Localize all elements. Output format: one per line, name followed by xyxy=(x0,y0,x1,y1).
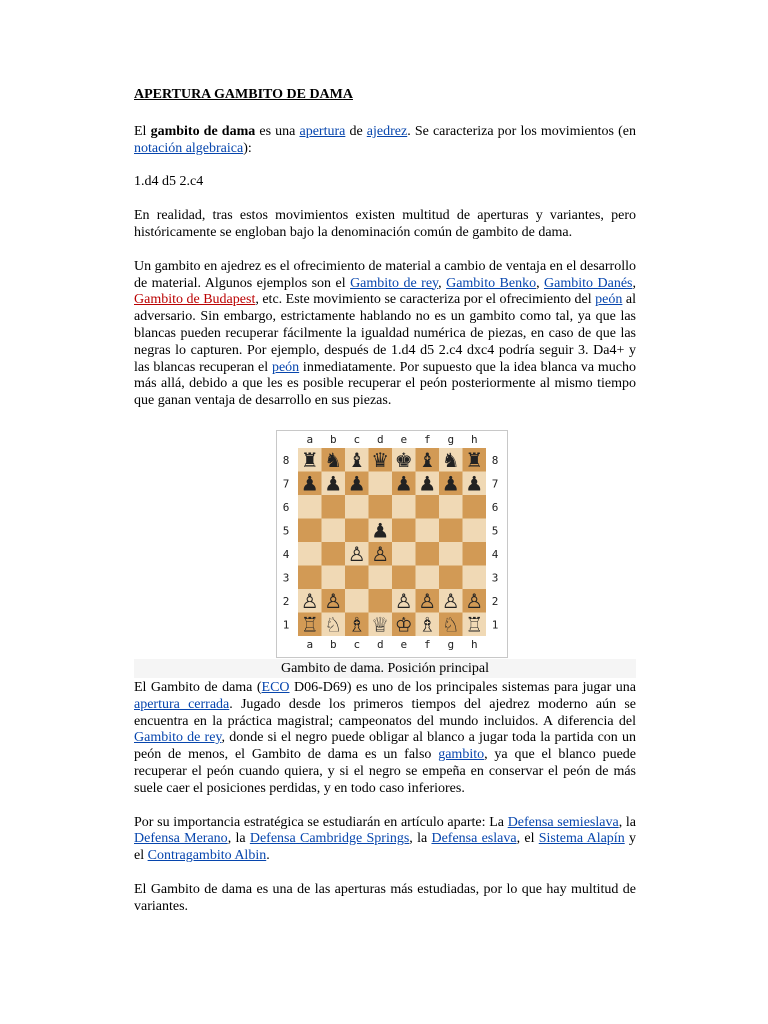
text: , la xyxy=(227,831,250,847)
chess-piece-a2: ♙ xyxy=(300,588,319,613)
board-square-c2 xyxy=(345,589,369,613)
board-square-b6 xyxy=(322,495,346,519)
rank-label-right-3: 3 xyxy=(491,571,499,585)
link-gambito-de-rey[interactable]: Gambito de rey xyxy=(134,730,222,746)
chess-piece-h8: ♜ xyxy=(465,447,484,472)
board-square-f4 xyxy=(416,542,440,566)
chess-piece-f2: ♙ xyxy=(418,588,437,613)
chess-piece-g8: ♞ xyxy=(441,447,460,472)
text: . Jugado desde los primeros tiempos del ajedrez moderno aún se encuentra en la práctica magistral; campeonatos del mundo incluidos. A diferencia del xyxy=(134,696,636,729)
rank-label-right-7: 7 xyxy=(491,477,499,491)
board-square-c6 xyxy=(345,495,369,519)
board-square-d7 xyxy=(369,471,393,495)
text: . xyxy=(266,848,270,864)
board-square-h5 xyxy=(463,518,487,542)
link-defensa-semieslava[interactable]: Defensa semieslava xyxy=(507,814,619,830)
chess-piece-b8: ♞ xyxy=(324,447,343,472)
board-square-a5 xyxy=(298,518,322,542)
board-square-e6 xyxy=(392,495,416,519)
board-square-a3 xyxy=(298,565,322,589)
rank-label-right-5: 5 xyxy=(491,524,499,538)
rank-label-left-1: 1 xyxy=(282,618,290,632)
link-peon[interactable]: peón xyxy=(271,359,300,375)
link-gambito-benko[interactable]: Gambito Benko xyxy=(446,275,537,291)
chessboard-frame xyxy=(276,430,508,658)
text: , la xyxy=(409,831,432,847)
link-defensa-merano[interactable]: Defensa Merano xyxy=(134,831,228,847)
rank-label-right-1: 1 xyxy=(491,618,499,632)
rank-label-right-4: 4 xyxy=(491,547,499,561)
board-square-b5 xyxy=(322,518,346,542)
board-square-e3 xyxy=(392,565,416,589)
paragraph-importancia xyxy=(134,815,636,865)
board-square-d2 xyxy=(369,589,393,613)
chess-piece-c1: ♗ xyxy=(347,612,366,637)
chess-piece-e2: ♙ xyxy=(394,588,413,613)
text: , ya que el blanco puede recuperar el peón cuando quiera, y si el negro se empeña en conservar el peón de más suele caer el posiciones perdidas, y en todo caso inferiores. xyxy=(134,747,637,796)
file-label-top-h: h xyxy=(470,432,478,446)
chess-piece-h7: ♟ xyxy=(465,471,484,496)
figure-caption: Gambito de dama. Posición principal xyxy=(280,660,489,676)
rank-label-left-2: 2 xyxy=(282,594,290,608)
rank-label-left-5: 5 xyxy=(282,524,290,538)
board-square-g5 xyxy=(439,518,463,542)
file-label-bottom-a: a xyxy=(306,637,314,651)
chess-piece-b7: ♟ xyxy=(324,471,343,496)
board-square-b3 xyxy=(322,565,346,589)
board-square-d6 xyxy=(369,495,393,519)
text: al adversario. Sin embargo, estrictamente hablando no es un gambito como tal, ya que las blancas pueden recuperar fácilmente la igualdad numérica de piezas, en caso de que las negras lo capturen. Por ejemplo, después de 1.d4 d5 2.c4 dxc4 podría seguir 3. Da4+ y las blancas recuperan el xyxy=(134,292,636,375)
board-square-e4 xyxy=(392,542,416,566)
text: , el xyxy=(516,831,539,847)
chess-piece-b1: ♘ xyxy=(324,612,343,637)
chess-piece-f8: ♝ xyxy=(418,447,437,472)
chess-piece-a1: ♖ xyxy=(300,612,319,637)
text: , xyxy=(536,275,545,291)
file-label-top-e: e xyxy=(400,432,408,446)
chess-piece-h2: ♙ xyxy=(465,588,484,613)
link-ajedrez[interactable]: ajedrez xyxy=(366,123,408,139)
text: inmediatamente. Por supuesto que la idea blanca va mucho más allá, debido a que les es posible recuperar el peón posteriormente al mismo tiempo que ganan ventaja de desarrollo en sus piezas. xyxy=(134,359,636,409)
chess-piece-f1: ♗ xyxy=(418,612,437,637)
board-square-c5 xyxy=(345,518,369,542)
file-label-top-c: c xyxy=(353,432,361,446)
chess-piece-d1: ♕ xyxy=(371,612,390,637)
rank-label-left-7: 7 xyxy=(282,477,290,491)
term-bold: gambito de dama xyxy=(150,123,256,139)
board-square-g4 xyxy=(439,542,463,566)
board-square-f5 xyxy=(416,518,440,542)
text: ): xyxy=(243,140,252,156)
link-defensa-cambridge-springs[interactable]: Defensa Cambridge Springs xyxy=(249,831,410,847)
chess-piece-d4: ♙ xyxy=(371,541,390,566)
file-label-bottom-h: h xyxy=(470,637,478,651)
text: El Gambito de dama ( xyxy=(134,679,262,695)
chess-piece-d8: ♛ xyxy=(371,447,390,472)
text: es una xyxy=(255,123,300,139)
file-label-top-b: b xyxy=(329,432,337,446)
text: Por su importancia estratégica se estudiarán en artículo aparte: La xyxy=(134,814,508,830)
board-square-f3 xyxy=(416,565,440,589)
file-label-bottom-d: d xyxy=(376,637,384,651)
paragraph-conclusion: El Gambito de dama es una de las aperturas más estudiadas, por lo que hay multitud de variantes. xyxy=(134,881,636,914)
link-contragambito-albin[interactable]: Contragambito Albin xyxy=(147,848,267,864)
link-gambito-budapest[interactable]: Gambito de Budapest xyxy=(134,292,256,308)
chess-piece-e7: ♟ xyxy=(394,471,413,496)
board-square-g3 xyxy=(439,565,463,589)
link-peon[interactable]: peón xyxy=(595,292,623,308)
chess-piece-h1: ♖ xyxy=(465,612,484,637)
moves-line: 1.d4 d5 2.c4 xyxy=(134,174,204,190)
board-square-e5 xyxy=(392,518,416,542)
paragraph-gambito-dama xyxy=(134,680,636,798)
board-square-h3 xyxy=(463,565,487,589)
rank-label-right-2: 2 xyxy=(491,594,499,608)
text: , xyxy=(632,275,636,291)
link-defensa-eslava[interactable]: Defensa eslava xyxy=(431,831,517,847)
board-square-h4 xyxy=(463,542,487,566)
chess-piece-e8: ♚ xyxy=(394,447,413,472)
text: , la xyxy=(618,814,636,830)
file-label-bottom-e: e xyxy=(400,637,408,651)
board-square-f6 xyxy=(416,495,440,519)
rank-label-left-4: 4 xyxy=(282,547,290,561)
text: y el xyxy=(134,831,636,864)
file-label-bottom-g: g xyxy=(447,637,455,651)
board-square-a6 xyxy=(298,495,322,519)
link-gambito[interactable]: gambito xyxy=(438,747,485,763)
chess-piece-c4: ♙ xyxy=(347,541,366,566)
file-label-top-g: g xyxy=(447,432,455,446)
article xyxy=(134,87,636,916)
link-gambito-de-rey[interactable]: Gambito de rey xyxy=(350,275,439,291)
intro-paragraph xyxy=(134,124,636,158)
file-label-bottom-b: b xyxy=(329,637,337,651)
board-square-h6 xyxy=(463,495,487,519)
link-apertura-cerrada[interactable]: apertura cerrada xyxy=(134,696,230,712)
file-label-top-d: d xyxy=(376,432,384,446)
chess-piece-g1: ♘ xyxy=(441,612,460,637)
board-square-g6 xyxy=(439,495,463,519)
text: , xyxy=(438,275,447,291)
rank-label-right-8: 8 xyxy=(491,453,499,467)
board-square-d3 xyxy=(369,565,393,589)
paragraph-gambito xyxy=(134,259,636,410)
chess-piece-e1: ♔ xyxy=(394,612,413,637)
chess-piece-c7: ♟ xyxy=(347,471,366,496)
board-square-c3 xyxy=(345,565,369,589)
link-apertura[interactable]: apertura xyxy=(299,123,346,139)
text: Un gambito en ajedrez es el ofrecimiento de material a cambio de ventaja en el desarrollo de material. Algunos ejemplos son el xyxy=(134,258,636,291)
text: . Se caracteriza por los movimientos (en xyxy=(407,123,636,139)
chess-piece-g7: ♟ xyxy=(441,471,460,496)
rank-label-left-3: 3 xyxy=(282,571,290,585)
link-sistema-alapin[interactable]: Sistema Alapín xyxy=(538,831,625,847)
chess-piece-a8: ♜ xyxy=(300,447,319,472)
text: El xyxy=(134,123,151,139)
chessboard-figure xyxy=(134,430,636,680)
chess-piece-d5: ♟ xyxy=(371,518,390,543)
rank-label-left-8: 8 xyxy=(282,453,290,467)
figure-caption-bar xyxy=(134,659,636,678)
chessboard xyxy=(277,431,507,657)
text: , etc. Este movimiento se caracteriza por el ofrecimiento del xyxy=(255,292,596,308)
board-square-a4 xyxy=(298,542,322,566)
link-eco[interactable]: ECO xyxy=(261,679,290,695)
page-title: APERTURA GAMBITO DE DAMA xyxy=(134,87,353,102)
text: , donde si el negro puede obligar al blanco a jugar toda la partida con un peón de menos, el Gambito de dama es un falso xyxy=(134,730,636,763)
chess-piece-a7: ♟ xyxy=(300,471,319,496)
file-label-top-f: f xyxy=(423,432,431,446)
rank-label-left-6: 6 xyxy=(282,500,290,514)
text: D06-D69) es uno de los principales sistemas para jugar una xyxy=(289,679,636,695)
file-label-top-a: a xyxy=(306,432,314,446)
link-notacion-algebraica[interactable]: notación algebraica xyxy=(134,140,244,156)
chess-piece-g2: ♙ xyxy=(441,588,460,613)
link-gambito-danes[interactable]: Gambito Danés xyxy=(544,275,633,291)
paragraph-realidad: En realidad, tras estos movimientos existen multitud de aperturas y variantes, pero históricamente se engloban bajo la denominación común de gambito de dama. xyxy=(134,208,636,240)
chess-piece-b2: ♙ xyxy=(324,588,343,613)
file-label-bottom-c: c xyxy=(353,637,361,651)
chess-piece-f7: ♟ xyxy=(418,471,437,496)
file-label-bottom-f: f xyxy=(423,637,431,651)
chess-piece-c8: ♝ xyxy=(347,447,366,472)
rank-label-right-6: 6 xyxy=(491,500,499,514)
text: de xyxy=(345,123,367,139)
board-square-b4 xyxy=(322,542,346,566)
